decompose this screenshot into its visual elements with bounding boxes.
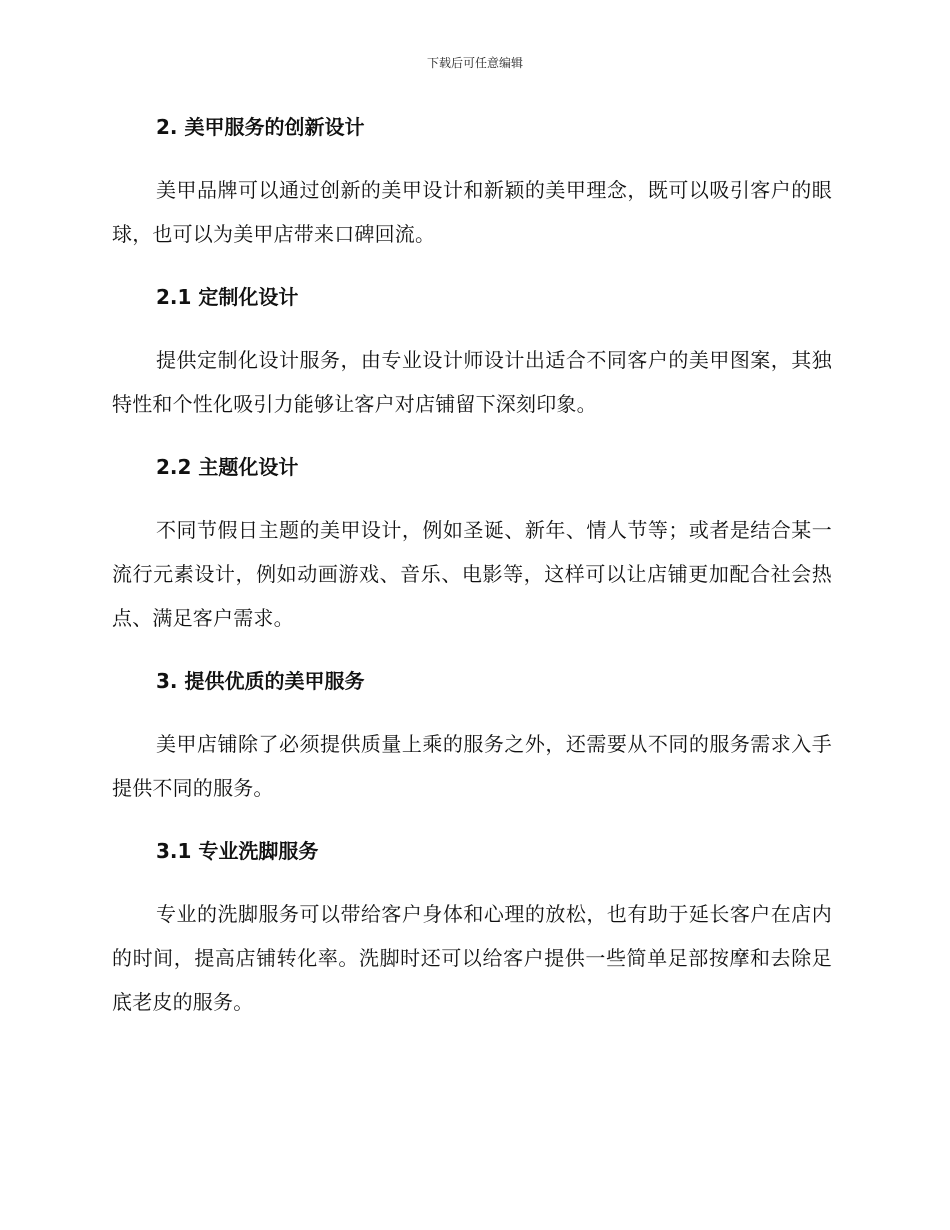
section-heading: 3.1 专业洗脚服务: [156, 839, 319, 863]
section-paragraph: 提供定制化设计服务，由专业设计师设计出适合不同客户的美甲图案，其独特性和个性化吸引力能够让客户对店铺留下深刻印象。: [112, 348, 832, 416]
section-heading: 2.2 主题化设计: [156, 455, 299, 479]
section-heading: 2.1 定制化设计: [156, 285, 299, 309]
section-paragraph: 美甲店铺除了必须提供质量上乘的服务之外，还需要从不同的服务需求入手提供不同的服务。: [112, 732, 832, 800]
section-paragraph: 美甲品牌可以通过创新的美甲设计和新颖的美甲理念，既可以吸引客户的眼球，也可以为美甲店带来口碑回流。: [112, 178, 832, 246]
section-heading: 3. 提供优质的美甲服务: [156, 669, 365, 693]
section-paragraph: 专业的洗脚服务可以带给客户身体和心理的放松，也有助于延长客户在店内的时间，提高店铺转化率。洗脚时还可以给客户提供一些简单足部按摩和去除足底老皮的服务。: [112, 902, 832, 1014]
section-paragraph: 不同节假日主题的美甲设计，例如圣诞、新年、情人节等；或者是结合某一流行元素设计，例如动画游戏、音乐、电影等，这样可以让店铺更加配合社会热点、满足客户需求。: [112, 518, 832, 630]
document-body: [112, 112, 832, 1024]
page-header: 下载后可任意编辑: [426, 56, 523, 70]
section-heading: 2. 美甲服务的创新设计: [156, 115, 365, 139]
